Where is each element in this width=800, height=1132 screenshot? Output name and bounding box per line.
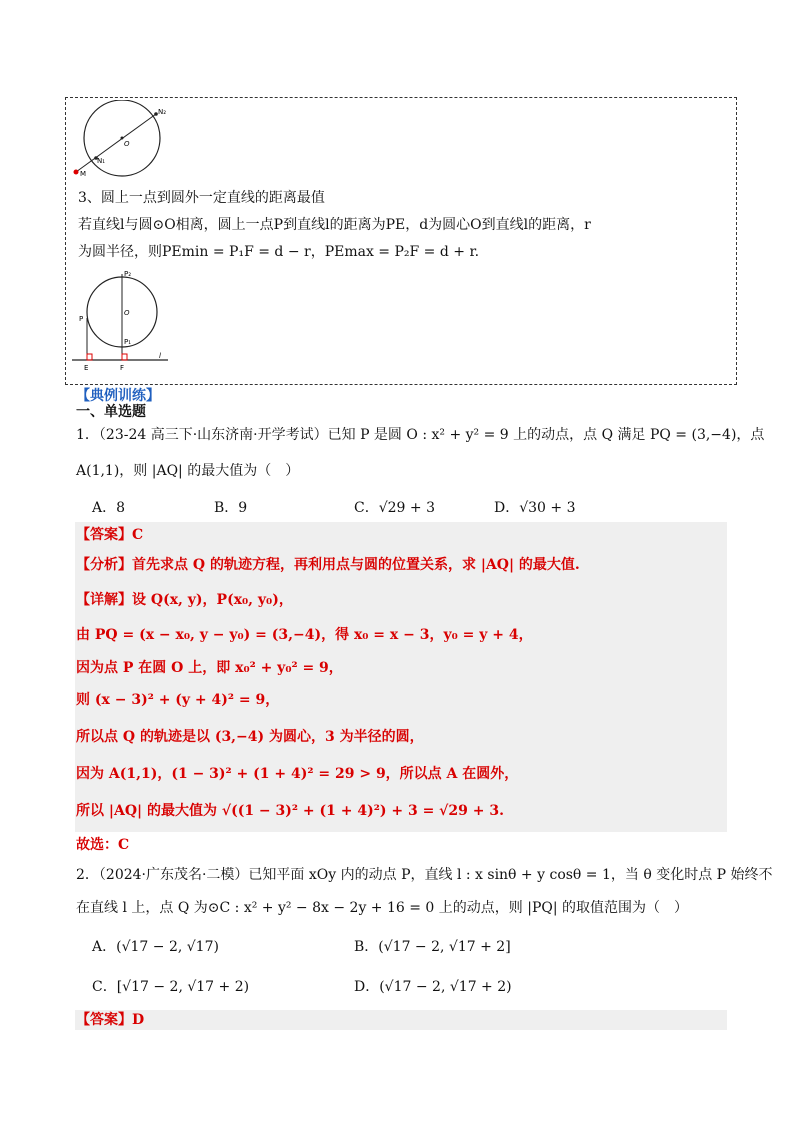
q1-option-d: D．√30 + 3 <box>494 500 576 516</box>
q1-option-a: A．8 <box>92 500 126 516</box>
label-n2: N₂ <box>158 108 167 116</box>
right-angle-f <box>122 354 127 360</box>
figure-circle-secant <box>70 100 180 182</box>
q1-detail-1: 【详解】设 Q(x, y)，P(x₀, y₀)， <box>76 592 293 608</box>
secant-line <box>76 114 156 172</box>
q1-analysis: 【分析】首先求点 Q 的轨迹方程，再利用点与圆的位置关系，求 |AQ| 的最大值. <box>76 557 580 573</box>
q1-detail-8: 故选：C <box>76 837 130 853</box>
q1-detail-3: 因为点 P 在圆 O 上，即 x₀² + y₀² = 9， <box>76 660 343 676</box>
q1-detail-5: 所以点 Q 的轨迹是以 (3,−4) 为圆心，3 为半径的圆， <box>76 729 424 745</box>
item3-title: 3、圆上一点到圆外一定直线的距离最值 <box>78 190 325 206</box>
q1-detail-6: 因为 A(1,1)，(1 − 3)² + (1 + 4)² = 29 > 9，所以点 A 在圆外， <box>76 766 519 782</box>
label-l: l <box>159 352 161 360</box>
q2-option-c: C．[√17 − 2, √17 + 2) <box>92 979 250 995</box>
label-p: P <box>79 315 84 323</box>
q2-option-a: A．(√17 − 2, √17) <box>92 939 219 955</box>
label-n1: N₁ <box>97 157 106 165</box>
q2-stem-line2: 在直线 l 上，点 Q 为⊙C : x² + y² − 8x − 2y + 16 = 0 上的动点，则 |PQ| 的取值范围为（ ） <box>76 900 689 916</box>
figure-circle-line <box>70 268 170 376</box>
label-f: F <box>120 364 125 372</box>
label-p2: P₂ <box>124 270 132 278</box>
q1-stem-line2: A(1,1)，则 |AQ| 的最大值为（ ） <box>76 463 300 479</box>
label-e: E <box>84 364 89 372</box>
label-o: O <box>124 309 130 317</box>
q2-option-b: B．(√17 − 2, √17 + 2] <box>354 939 511 955</box>
section-title: 【典例训练】 <box>76 388 160 404</box>
label-p1: P₁ <box>124 338 132 346</box>
q1-detail-4: 则 (x − 3)² + (y + 4)² = 9， <box>76 692 280 708</box>
label-m: M <box>80 170 87 178</box>
q1-option-b: B．9 <box>214 500 248 516</box>
q1-detail-7: 所以 |AQ| 的最大值为 √((1 − 3)² + (1 + 4)²) + 3 = √29 + 3. <box>76 803 504 819</box>
point-m <box>74 170 79 175</box>
item3-line1: 若直线l与圆⊙O相离，圆上一点P到直线l的距离为PE，d为圆心O到直线l的距离，r <box>78 217 591 233</box>
q2-option-d: D．(√17 − 2, √17 + 2) <box>354 979 512 995</box>
q1-answer: 【答案】C <box>76 527 144 543</box>
right-angle-e <box>87 354 92 360</box>
q2-stem-line1: 2．（2024·广东茂名·二模）已知平面 xOy 内的动点 P，直线 l : x sinθ + y cosθ = 1，当 θ 变化时点 P 始终不 <box>76 867 773 883</box>
q1-option-c: C．√29 + 3 <box>354 500 435 516</box>
q2-answer-panel <box>75 1010 727 1030</box>
q1-stem-line1: 1．（23-24 高三下·山东济南·开学考试）已知 P 是圆 O : x² + y² = 9 上的动点，点 Q 满足 PQ = (3,−4)，点 <box>76 427 765 443</box>
subsection-title: 一、单选题 <box>76 404 146 420</box>
q1-detail-2: 由 PQ = (x − x₀, y − y₀) = (3,−4)，得 x₀ = x − 3，y₀ = y + 4， <box>76 627 533 643</box>
q2-answer: 【答案】D <box>76 1012 145 1028</box>
label-o: O <box>124 140 130 148</box>
item3-line2: 为圆半径，则PEmin = P₁F = d − r，PEmax = P₂F = d + r. <box>78 244 480 260</box>
